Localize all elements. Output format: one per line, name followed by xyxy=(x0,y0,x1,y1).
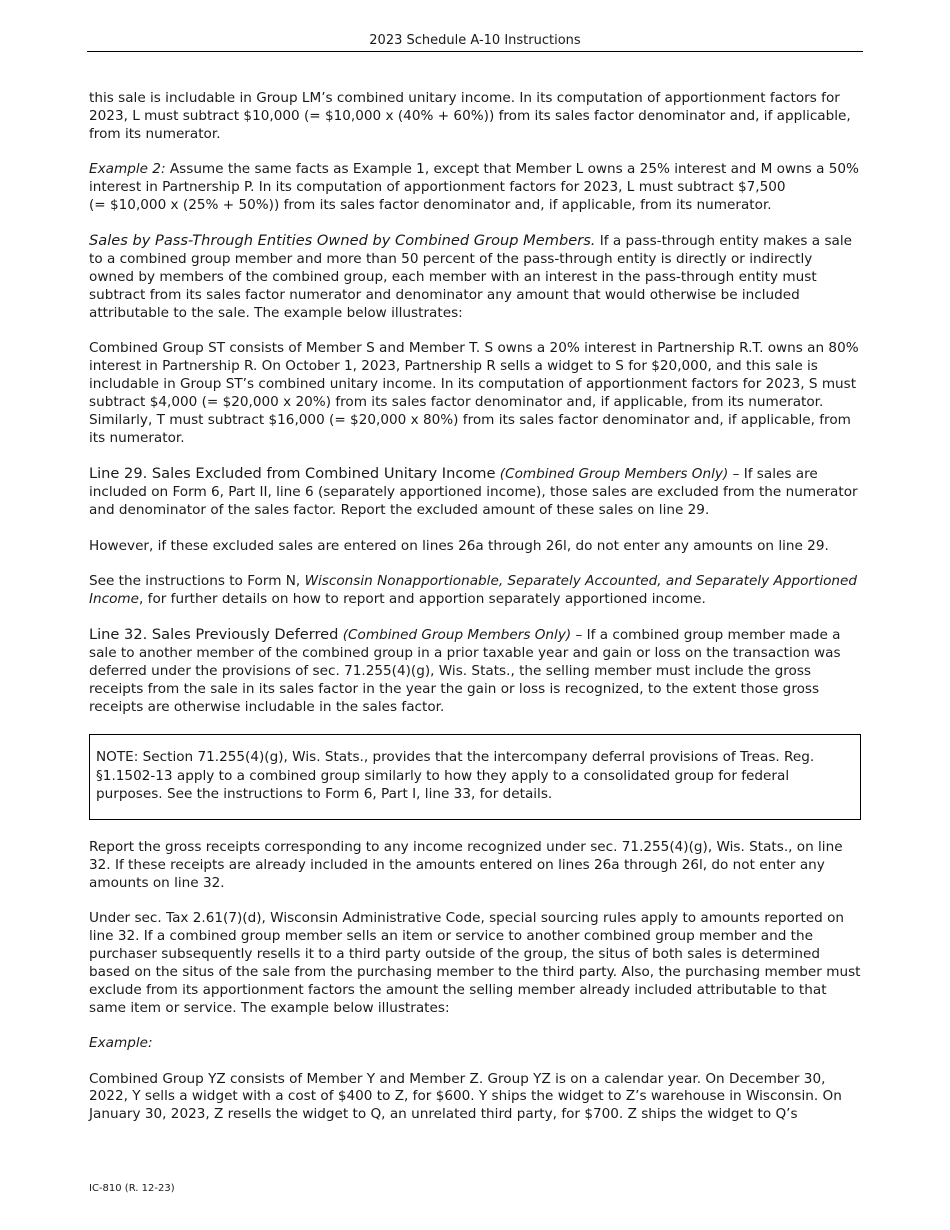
line-32-heading: Line 32. Sales Previously Deferred xyxy=(89,626,339,644)
line-32-qualifier: (Combined Group Members Only) xyxy=(342,627,572,644)
page-footer: IC-810 (R. 12-23) xyxy=(89,1183,175,1194)
sourcing-rules-paragraph: Under sec. Tax 2.61(7)(d), Wisconsin Administrative Code, special sourcing rules apply to amounts reported on line 32. If a combined group member sells an item or service to another combined group member and the purchaser subsequently resells it to a third party outside of the group, the situs of both sales is determined based on the situs of the sale from the purchasing member to the third party. Also, the purchasing member must exclude from its apportionment factors the amount the selling member already included attributable to that same item or service. The example below illustrates: xyxy=(89,910,861,1016)
example-label: Example: xyxy=(89,1035,153,1052)
line-29-exclusion-paragraph: However, if these excluded sales are entered on lines 26a through 26l, do not enter any amounts on line 29. xyxy=(89,537,829,554)
document-body xyxy=(89,90,861,1142)
pass-through-heading: Sales by Pass-Through Entities Owned by Combined Group Members. xyxy=(89,232,596,250)
note-text: NOTE: Section 71.255(4)(g), Wis. Stats., provides that the intercompany deferral provisions of Treas. Reg. §1.1502-13 apply to a combined group similarly to how they apply to a consolidated group for federal purposes. See the instructions to Form 6, Part I, line 33, for details. xyxy=(96,749,815,802)
line-29-qualifier: (Combined Group Members Only) xyxy=(499,466,729,483)
pass-through-paragraph xyxy=(89,232,861,323)
page-header: 2023 Schedule A-10 Instructions xyxy=(87,33,863,52)
paragraph-continuation: this sale is includable in Group LM’s combined unitary income. In its computation of apportionment factors for 2023, L must subtract $10,000 (= $10,000 x (40% + 60%)) from its sales factor denominator and, if applicable, from its numerator. xyxy=(89,90,851,142)
form-n-text: See the instructions to Form N, xyxy=(89,573,305,590)
form-n-text-cont: , for further details on how to report and apportion separately apportioned income. xyxy=(139,590,706,607)
example-2-label: Example 2: xyxy=(89,161,166,178)
example-2-text: Assume the same facts as Example 1, except that Member L owns a 25% interest and M owns a 50% interest in Partnership P. In its computation of apportionment factors for 2023, L must subtract $7,500 xyxy=(89,161,859,196)
line-32-text: – If a combined group member made a sale to another member of the combined group in a prior taxable year and gain or loss on the transaction was deferred under the provisions of sec. 71.255(4)(g), Wis. Stats., the selling member must include the gross receipts from the sale in its sales factor in the year the gain or loss is recognized, to the extent those gross receipts are otherwise includable in the sales factor. xyxy=(89,627,841,715)
group-st-paragraph: Combined Group ST consists of Member S and Member T. S owns a 20% interest in Partnership R.T. owns an 80% interest in Partnership R. On October 1, 2023, Partnership R sells a widget to S for $20,000, and this sale is includable in Group ST’s combined unitary income. In its computation of apportionment factors for 2023, S must subtract $4,000 (= $20,000 x 20%) from its sales factor denominator and, if applicable, from its numerator. Similarly, T must subtract $16,000 (= $20,000 x 80%) from its sales factor denominator and, if applicable, from its numerator. xyxy=(89,340,859,446)
example-label-paragraph xyxy=(89,1035,861,1053)
note-box xyxy=(89,734,861,820)
example-2-paragraph xyxy=(89,161,861,215)
example-2-text-cont: (= $10,000 x (25% + 50%)) from its sales factor denominator and, if applicable, from its numerator. xyxy=(89,197,772,214)
gross-receipts-paragraph: Report the gross receipts corresponding to any income recognized under sec. 71.255(4)(g), Wis. Stats., on line 32. If these receipts are already included in the amounts entered on lines 26a through 26l, do not enter any amounts on line 32. xyxy=(89,838,843,891)
line-29-heading: Line 29. Sales Excluded from Combined Unitary Income xyxy=(89,465,496,483)
pass-through-text: If a pass-through entity makes a sale to a combined group member and more than 50 percent of the pass-through entity is directly or indirectly owned by members of the combined group, each member with an interest in the pass-through entity must subtract from its sales factor numerator and denominator any amount that would otherwise be included attributable to the sale. The example below illustrates: xyxy=(89,233,853,322)
line-29-paragraph xyxy=(89,465,861,520)
form-n-title: Wisconsin Nonapportionable, Separately Accounted, and Separately Apportioned Income xyxy=(89,573,858,607)
line-32-paragraph xyxy=(89,626,861,717)
form-n-reference-paragraph xyxy=(89,573,861,609)
line-29-text: – If sales are included on Form 6, Part II, line 6 (separately apportioned income), those sales are excluded from the numerator and denominator of the sales factor. Report the excluded amount of these sales on line 29. xyxy=(89,466,858,519)
group-yz-paragraph: Combined Group YZ consists of Member Y and Member Z. Group YZ is on a calendar year. On December 30, 2022, Y sells a widget with a cost of $400 to Z, for $600. Y ships the widget to Z’s warehouse in Wisconsin. On January 30, 2023, Z resells the widget to Q, an unrelated third party, for $700. Z ships the widget to Q’s xyxy=(89,1070,842,1123)
